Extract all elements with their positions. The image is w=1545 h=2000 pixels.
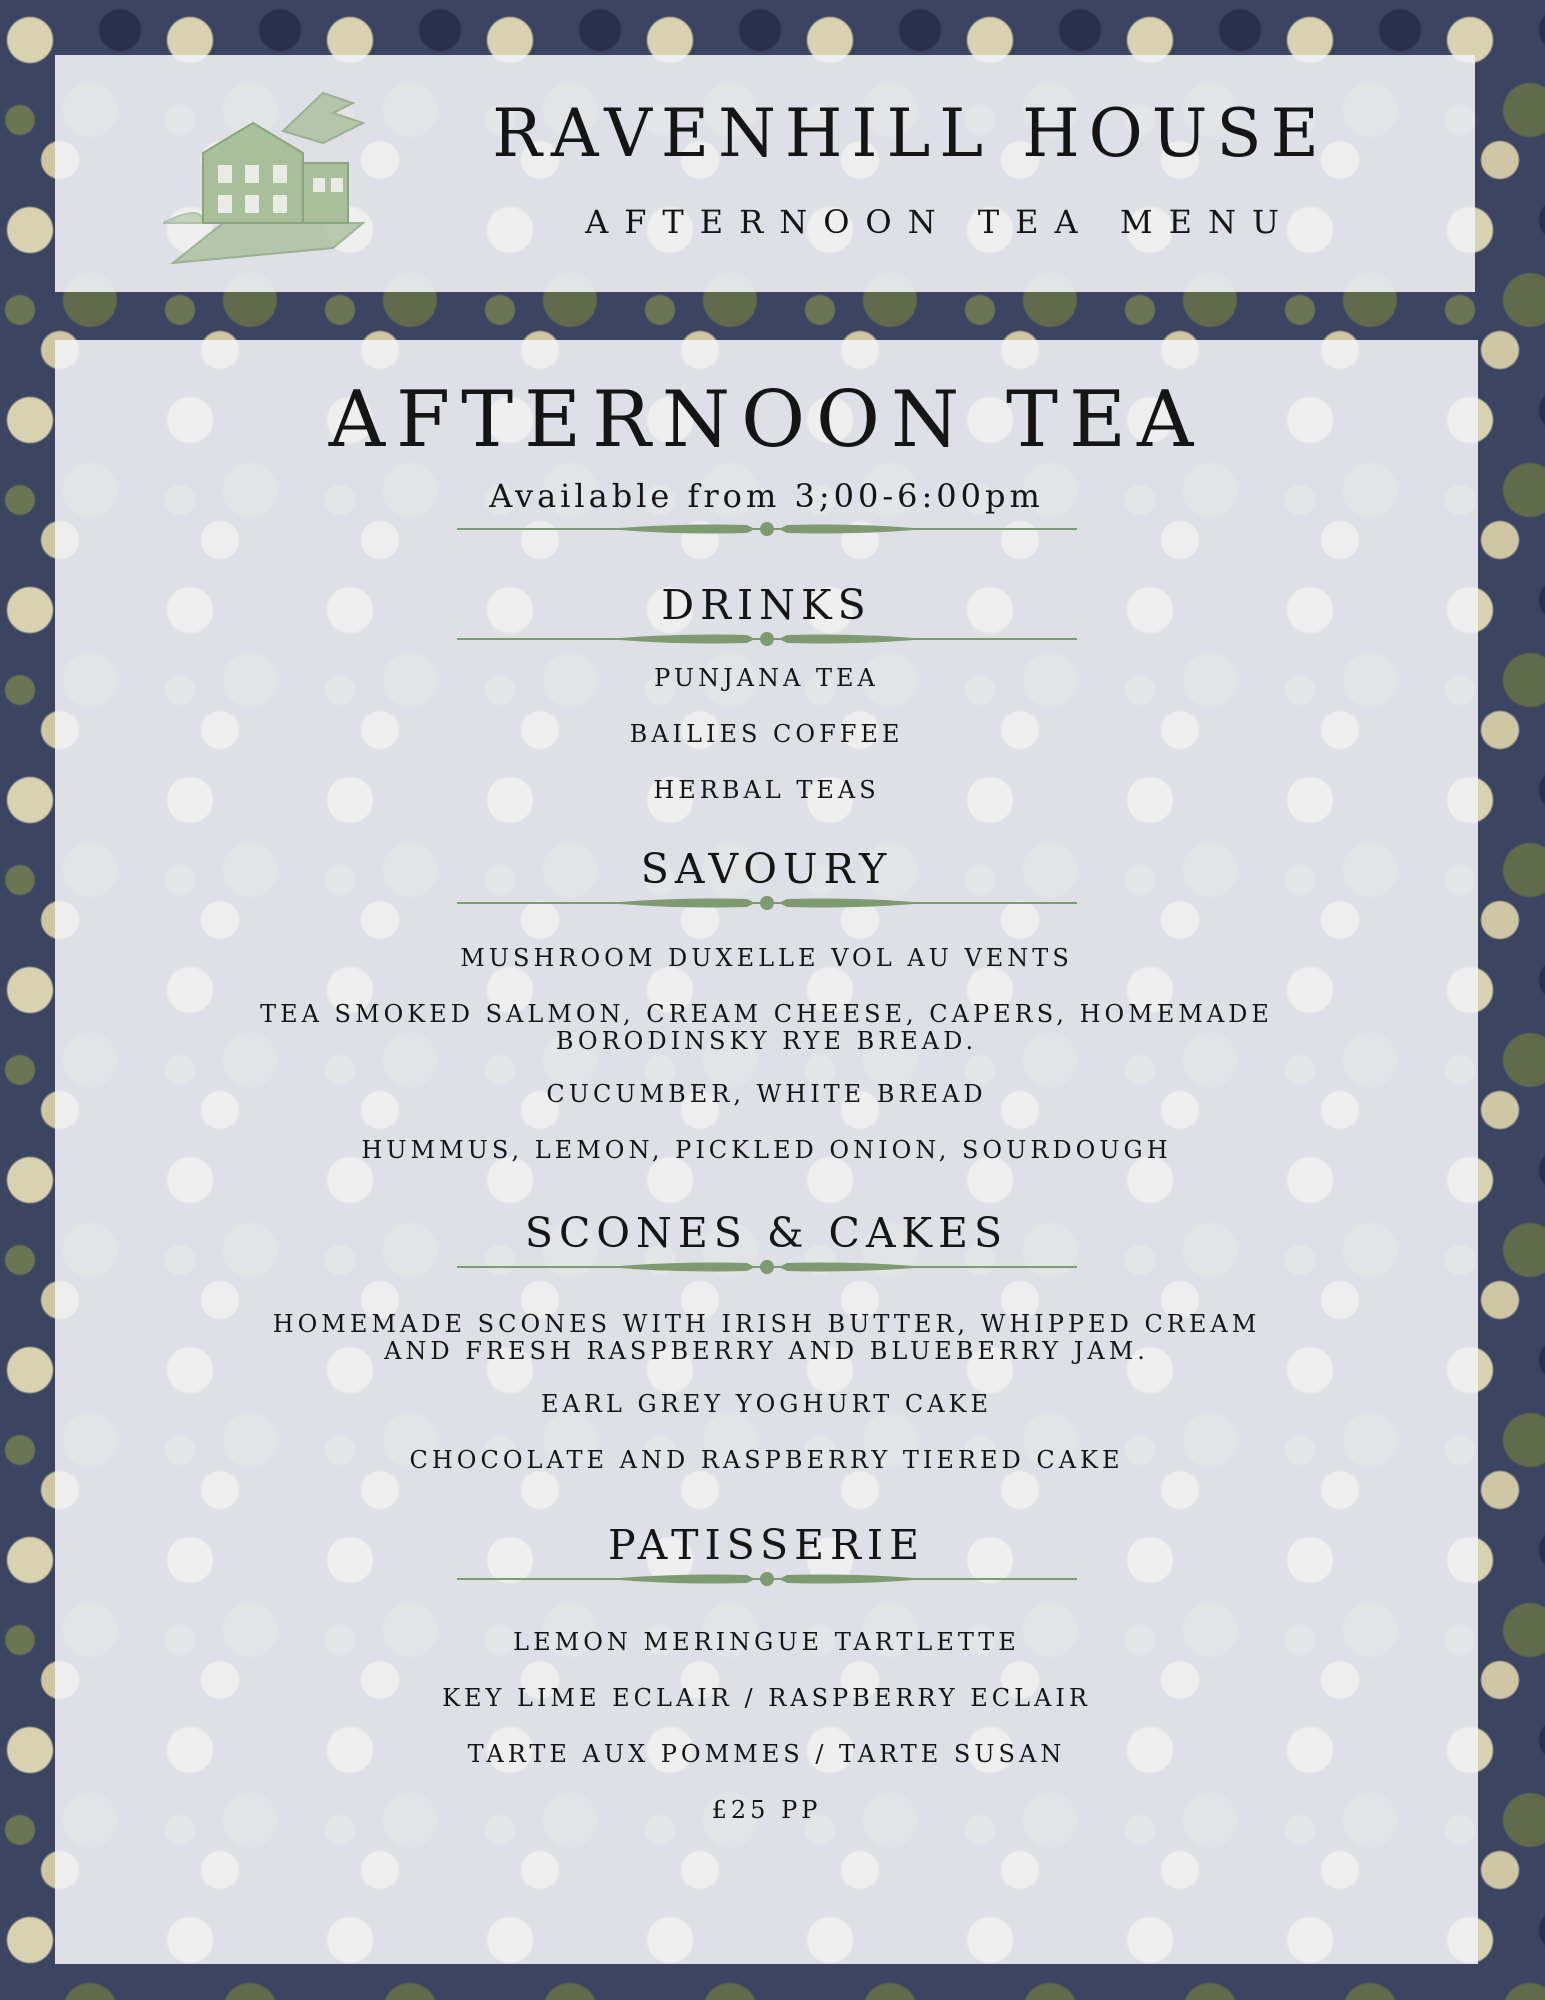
ornamental-divider-icon (457, 1570, 1077, 1588)
menu-item: TEA SMOKED SALMON, CREAM CHEESE, CAPERS, HOMEMADE (260, 1000, 1273, 1028)
section-heading-patisserie: PATISSERIE (607, 1521, 926, 1569)
menu-item: TARTE AUX POMMES / TARTE SUSAN (467, 1740, 1066, 1768)
ornamental-divider-icon (457, 894, 1077, 912)
menu-content (55, 340, 1478, 1824)
menu-panel (55, 340, 1478, 1964)
menu-item: MUSHROOM DUXELLE VOL AU VENTS (460, 944, 1073, 972)
menu-item: EARL GREY YOGHURT CAKE (541, 1390, 992, 1418)
menu-item-continuation: BORODINSKY RYE BREAD. (555, 1027, 978, 1055)
section-heading-scones-cakes: SCONES & CAKES (524, 1209, 1009, 1257)
header-panel (55, 55, 1475, 292)
availability-text: Available from 3;00-6:00pm (489, 477, 1044, 515)
menu-item: LEMON MERINGUE TARTLETTE (513, 1628, 1020, 1656)
menu-item-continuation: AND FRESH RASPBERRY AND BLUEBERRY JAM. (384, 1337, 1149, 1365)
menu-item: HUMMUS, LEMON, PICKLED ONION, SOURDOUGH (361, 1136, 1172, 1164)
brand-title: RAVENHILL HOUSE (492, 95, 1328, 172)
menu-item: CHOCOLATE AND RASPBERRY TIERED CAKE (409, 1446, 1124, 1474)
house-illustration-icon (163, 73, 373, 268)
menu-item: BAILIES COFFEE (629, 720, 904, 748)
section-heading-savoury: SAVOURY (640, 845, 893, 893)
section-heading-drinks: DRINKS (661, 581, 872, 629)
ornamental-divider-icon (457, 520, 1077, 538)
menu-item: KEY LIME ECLAIR / RASPBERRY ECLAIR (442, 1684, 1091, 1712)
menu-item: CUCUMBER, WHITE BREAD (546, 1080, 987, 1108)
menu-title: AFTERNOON TEA (328, 375, 1205, 465)
ornamental-divider-icon (457, 630, 1077, 648)
menu-item: PUNJANA TEA (654, 664, 879, 692)
price-text: £25 PP (711, 1796, 822, 1824)
menu-item: HOMEMADE SCONES WITH IRISH BUTTER, WHIPPED CREAM (272, 1310, 1261, 1338)
menu-item: HERBAL TEAS (653, 776, 880, 804)
brand-subtitle: AFTERNOON TEA MENU (585, 203, 1295, 241)
ornamental-divider-icon (457, 1258, 1077, 1276)
